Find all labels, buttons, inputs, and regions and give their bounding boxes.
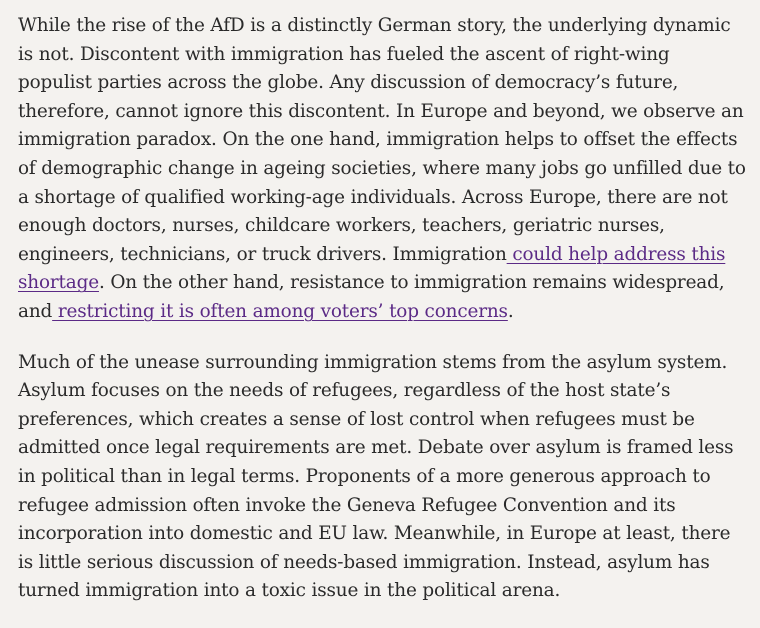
paragraph-text: . On the other hand, resistance to immigration remains widespread, and [18,272,725,322]
article-body [18,12,746,628]
link-address-shortage[interactable]: could help address this shortage [18,243,726,294]
paragraph-immigration-paradox [18,12,746,327]
paragraph-text: . [507,300,514,322]
paragraph-asylum-system: Much of the unease surrounding immigration stems from the asylum system. Asylum focuses on the needs of refugees, regardless of the host state’s preferences, which creates a sense of lost control when refugees must be admitted once legal requirements are met. Debate over asylum is framed less in political than in legal terms. Proponents of a more generous approach to refugee admission often invoke the Geneva Refugee Convention and its incorporation into domestic and EU law. Meanwhile, in Europe at least, there is little serious discussion of needs-based immigration. Instead, asylum has turned immigration into a toxic issue in the political arena. [18,351,734,602]
paragraph-text: While the rise of the AfD is a distinctly German story, the underlying dynamic is not. Discontent with immigration has fueled the ascent of right-wing populist parties across the globe. Any discussion of democracy’s future, therefore, cannot ignore this discontent. In Europe and beyond, we observe an immigration paradox. On the one hand, immigration helps to offset the effects of demographic change in ageing societies, where many jobs go unfilled due to a shortage of qualified working-age individuals. Across Europe, there are not enough doctors, nurses, childcare workers, teachers, geriatric nurses, engineers, technicians, or truck drivers. Immigration [18,15,746,265]
link-voters-top-concerns[interactable]: restricting it is often among voters’ top concerns [52,300,508,322]
